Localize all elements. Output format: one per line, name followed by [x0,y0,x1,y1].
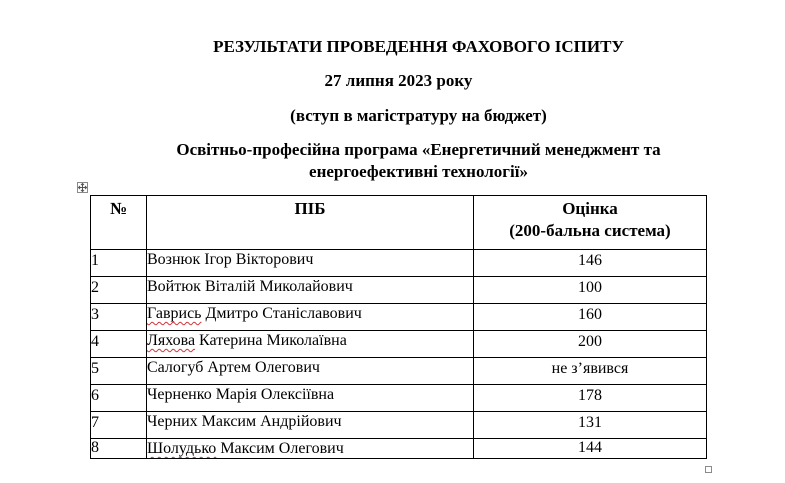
row-grade: 144 [474,439,707,459]
row-full-name [147,439,474,459]
row-given-names: Максим Андрійович [197,413,342,430]
table-header-row [91,196,707,250]
header-grade-line1: Оцінка [562,199,618,218]
table-row [91,277,707,304]
row-number: 6 [91,385,147,412]
table-move-handle-icon[interactable] [77,182,88,193]
table-row [91,412,707,439]
table-row [91,358,707,385]
row-surname: Ляхова [147,332,196,349]
header-name: ПІБ [147,196,474,250]
document-date: 27 липня 2023 року [324,71,473,90]
header-grade [474,196,707,250]
row-given-names: Катерина Миколаївна [195,332,347,349]
row-full-name [147,250,474,277]
document-title: РЕЗУЛЬТАТИ ПРОВЕДЕННЯ ФАХОВОГО ІСПИТУ [213,37,624,56]
row-number: 3 [91,304,147,331]
row-surname: Войтюк [147,278,201,295]
row-number: 8 [91,439,147,459]
row-number: 2 [91,277,147,304]
row-surname: Гаврись [147,305,202,322]
table-body [91,250,707,459]
row-full-name [147,385,474,412]
table-row [91,331,707,358]
row-number: 5 [91,358,147,385]
document-subtitle: (вступ в магістратуру на бюджет) [290,106,547,125]
row-grade: 146 [474,250,707,277]
row-grade: 131 [474,412,707,439]
row-full-name [147,412,474,439]
table-row [91,439,707,459]
program-title-line1: Освітньо-професійна програма «Енергетичний менеджмент та [176,140,661,159]
row-given-names: Марія Олексіївна [211,386,335,403]
row-full-name [147,331,474,358]
row-full-name [147,277,474,304]
row-number: 4 [91,331,147,358]
header-grade-line2: (200-бальна система) [509,221,671,240]
row-given-names: Дмитро Станіславович [201,305,362,322]
row-grade: 100 [474,277,707,304]
table-row [91,385,707,412]
results-table [90,195,707,459]
row-surname: Черних [147,413,198,430]
table-row [91,250,707,277]
row-grade: 200 [474,331,707,358]
row-given-names: Віталій Миколайович [200,278,353,295]
row-grade: не з’явився [474,358,707,385]
row-given-names: Ігор Вікторович [200,251,314,268]
row-surname: Вознюк [147,251,201,268]
row-number: 1 [91,250,147,277]
row-surname: Салогуб [147,359,204,376]
row-full-name [147,304,474,331]
row-grade: 160 [474,304,707,331]
row-given-names: Артем Олегович [203,359,320,376]
row-surname: Шолудько [147,440,217,457]
header-number: № [91,196,147,250]
row-full-name [147,358,474,385]
table-resize-handle-icon[interactable] [705,466,712,473]
table-row [91,304,707,331]
row-given-names: Максим Олегович [216,440,344,457]
row-surname: Черненко [147,386,212,403]
row-grade: 178 [474,385,707,412]
row-number: 7 [91,412,147,439]
program-title-line2: енергоефективні технології» [309,162,528,181]
